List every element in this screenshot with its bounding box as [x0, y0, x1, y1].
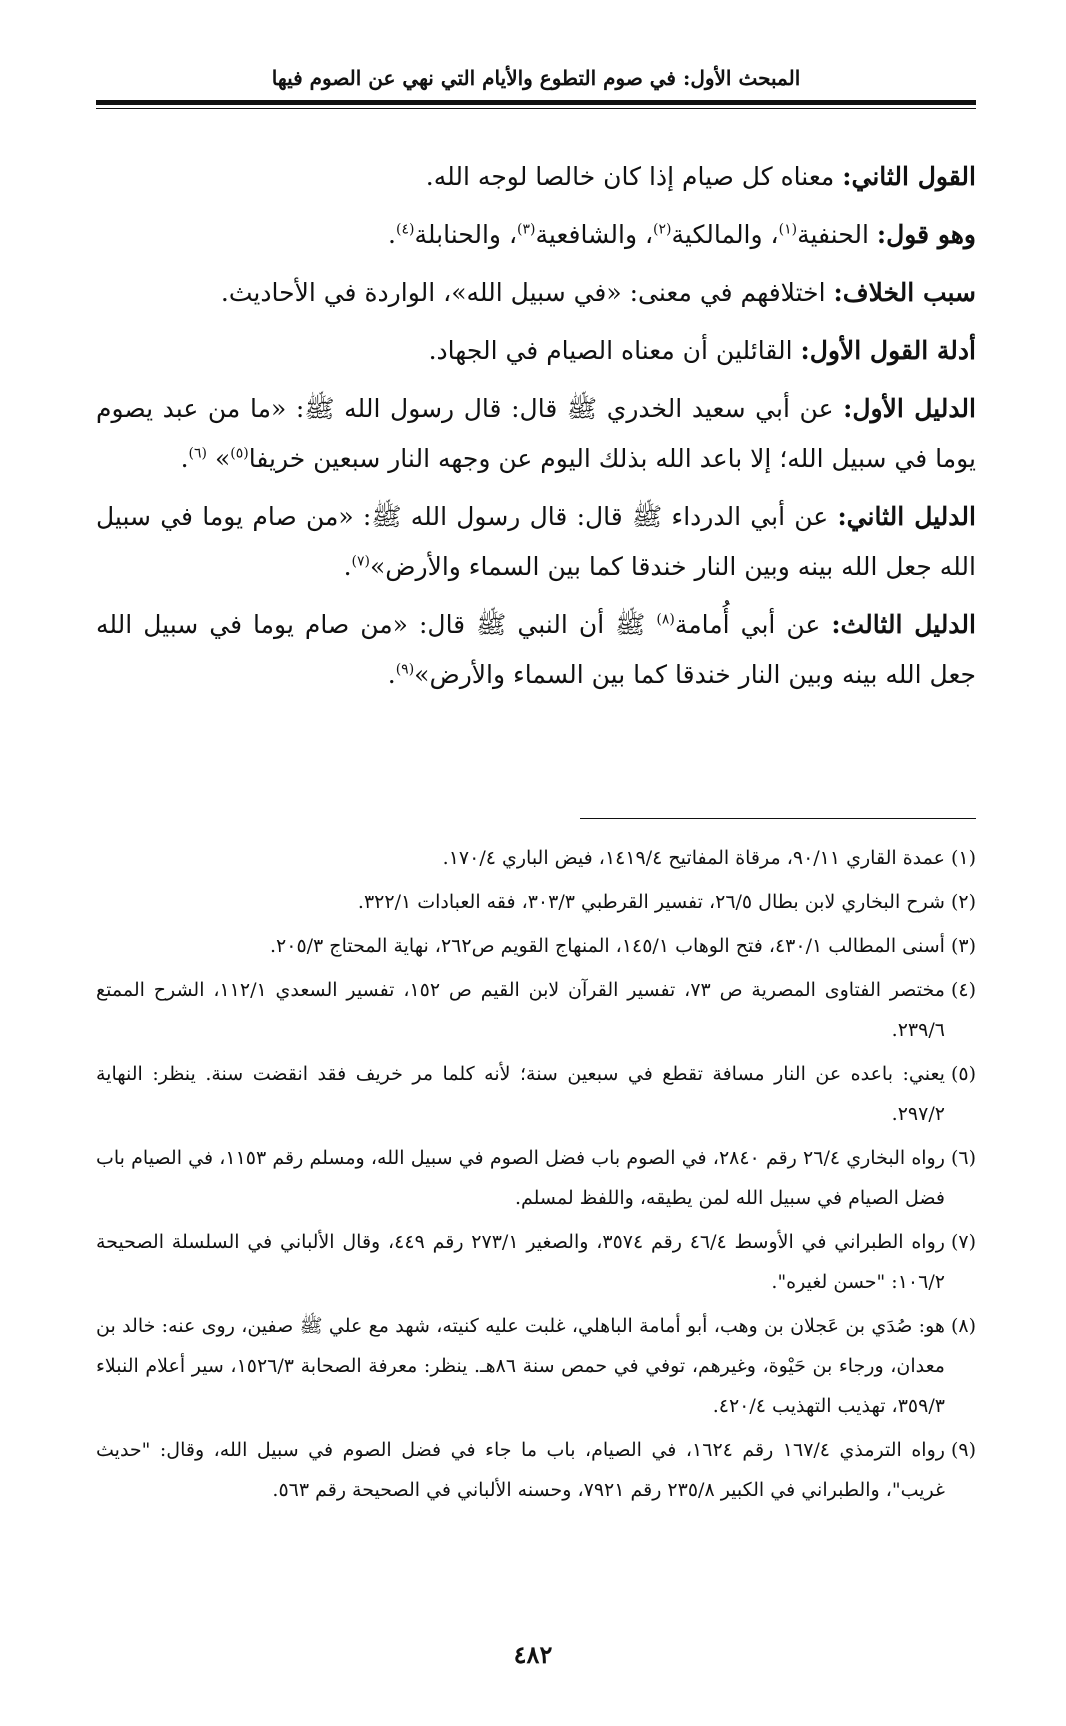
paragraph-evidence-heading: [96, 326, 976, 376]
footnote-ref[interactable]: (٦): [188, 445, 208, 462]
footnote-text: رواه الترمذي ١٦٧/٤ رقم ١٦٢٤، في الصيام، باب ما جاء في فضل الصوم في سبيل الله، وقال: "حديث غريب"، والطبراني في الكبير ٢٣٥/٨ رقم ٧٩٢١، وحسنه الألباني في الصحيحة رقم ٥٦٣.: [96, 1439, 945, 1501]
footnotes: [96, 838, 976, 1514]
paragraph-lead: الدليل الثاني:: [837, 502, 976, 531]
paragraph-text: عن أبي سعيد الخدري ﷺ قال: قال رسول الله ﷺ: «ما من عبد يصوم يوما في سبيل الله؛ إلا باعد الله بذلك اليوم عن وجهه النار سبعين خريفا: [96, 394, 976, 473]
paragraph-schools: [96, 210, 976, 260]
paragraph-text: الحنفية: [797, 220, 877, 249]
footnote-ref[interactable]: (٩): [395, 661, 415, 678]
footnote-text: رواه الطبراني في الأوسط ٤٦/٤ رقم ٣٥٧٤، والصغير ٢٧٣/١ رقم ٤٤٩، وقال الألباني في السلسلة الصحيحة ١٠٦/٢: "حسن لغيره".: [96, 1231, 945, 1293]
footnote-ref[interactable]: (٤): [395, 221, 415, 238]
footnote-item: [96, 926, 976, 966]
footnote-item: [96, 970, 976, 1050]
footnote-number: (٣): [950, 935, 976, 957]
footnote-number: (٨): [950, 1315, 976, 1337]
footnote-text: شرح البخاري لابن بطال ٢٦/٥، تفسير القرطبي ٣٠٣/٣، فقه العبادات ٣٢٢/١.: [357, 891, 945, 913]
footnote-separator: [580, 818, 976, 819]
footnote-number: (٥): [950, 1063, 976, 1085]
footnote-text: أسنى المطالب ٤٣٠/١، فتح الوهاب ١٤٥/١، المنهاج القويم ص٢٦٢، نهاية المحتاج ٢٠٥/٣.: [269, 935, 945, 957]
paragraph-evidence-3: [96, 600, 976, 700]
paragraph-text: القائلين أن معناه الصيام في الجهاد.: [428, 336, 801, 365]
footnote-text: رواه البخاري ٢٦/٤ رقم ٢٨٤٠، في الصوم باب فضل الصوم في سبيل الله، ومسلم رقم ١١٥٣، في الصيام باب فضل الصيام في سبيل الله لمن يطيقه، واللفظ لمسلم.: [96, 1147, 945, 1209]
paragraph-text: اختلافهم في معنى: «في سبيل الله»، الواردة في الأحاديث.: [220, 278, 834, 307]
paragraph-lead: أدلة القول الأول:: [800, 336, 976, 365]
paragraph-reason: [96, 268, 976, 318]
paragraph-lead: الدليل الثالث:: [831, 610, 976, 639]
paragraph-evidence-1: [96, 384, 976, 484]
header-rule-thick: [96, 100, 976, 105]
footnote-number: (٢): [950, 891, 976, 913]
footnote-number: (٧): [950, 1231, 976, 1253]
paragraph-text: ، والمالكية: [671, 220, 779, 249]
footnote-item: [96, 1054, 976, 1134]
footnote-number: (١): [950, 847, 976, 869]
paragraph-lead: وهو قول:: [876, 220, 976, 249]
footnote-number: (٦): [950, 1147, 976, 1169]
paragraph-lead: سبب الخلاف:: [833, 278, 976, 307]
paragraph-second-opinion: [96, 152, 976, 202]
paragraph-text: عن أبي أُمامة: [674, 610, 832, 639]
footnote-text: هو: صُدَي بن عَجلان بن وهب، أبو أمامة الباهلي، غلبت عليه كنيته، شهد مع علي ﷺ صفين، روى عنه: خالد بن معدان، ورجاء بن حَيْوة، وغيرهم، توفي في حمص سنة ٨٦هـ. ينظر: معرفة الصحابة ١٥٢٦/٣، سير أعلام النبلاء ٣٥٩/٣، تهذيب التهذيب ٤٢٠/٤.: [96, 1315, 945, 1417]
footnote-item: [96, 838, 976, 878]
paragraph-text: .: [388, 220, 396, 249]
paragraph-lead: القول الثاني:: [842, 162, 976, 191]
page-number: ٤٨٢: [513, 1640, 553, 1669]
paragraph-text: »: [207, 444, 231, 473]
footnote-ref[interactable]: (١): [778, 221, 798, 238]
paragraph-text: ، والحنابلة: [414, 220, 518, 249]
paragraph-text: ، والشافعية: [535, 220, 654, 249]
paragraph-text: .: [343, 552, 352, 581]
footnote-text: يعني: باعده عن النار مسافة تقطع في سبعين سنة؛ لأنه كلما مر خريف فقد انقضت سنة. ينظر: النهاية ٢٩٧/٢.: [96, 1063, 945, 1125]
footnote-item: [96, 1138, 976, 1218]
footnote-item: [96, 1430, 976, 1510]
footnote-ref[interactable]: (٥): [230, 445, 249, 462]
paragraph-text: .: [180, 444, 189, 473]
footnote-number: (٩): [950, 1439, 976, 1461]
footnote-text: عمدة القاري ٩٠/١١، مرقاة المفاتيح ١٤١٩/٤، فيض الباري ١٧٠/٤.: [442, 847, 945, 869]
paragraph-lead: الدليل الأول:: [843, 394, 976, 423]
footnote-number: (٤): [950, 979, 976, 1001]
footnote-ref[interactable]: (٧): [351, 553, 370, 570]
running-header: المبحث الأول: في صوم التطوع والأيام التي نهي عن الصوم فيها: [271, 66, 801, 90]
paragraph-text: معناه كل صيام إذا كان خالصا لوجه الله.: [425, 162, 843, 191]
footnote-ref[interactable]: (٨): [656, 611, 675, 628]
footnote-ref[interactable]: (٢): [653, 221, 672, 238]
paragraph-text: عن أبي الدرداء ﷺ قال: قال رسول الله ﷺ: «من صام يوما في سبيل الله جعل الله بينه وبين النار خندقا كما بين السماء والأرض»: [96, 502, 976, 581]
main-text: [96, 152, 976, 708]
footnote-item: [96, 1306, 976, 1426]
paragraph-text: ﷺ أن النبي ﷺ قال: «من صام يوما في سبيل الله جعل الله بينه وبين النار خندقا كما بين السماء والأرض»: [96, 610, 976, 689]
header-rule-thin: [96, 108, 976, 109]
footnote-ref[interactable]: (٣): [517, 221, 536, 238]
paragraph-evidence-2: [96, 492, 976, 592]
footnote-item: [96, 1222, 976, 1302]
footnote-item: [96, 882, 976, 922]
paragraph-text: .: [387, 660, 396, 689]
footnote-text: مختصر الفتاوى المصرية ص ٧٣، تفسير القرآن لابن القيم ص ١٥٢، تفسير السعدي ١١٢/١، الشرح الممتع ٢٣٩/٦.: [96, 979, 945, 1041]
